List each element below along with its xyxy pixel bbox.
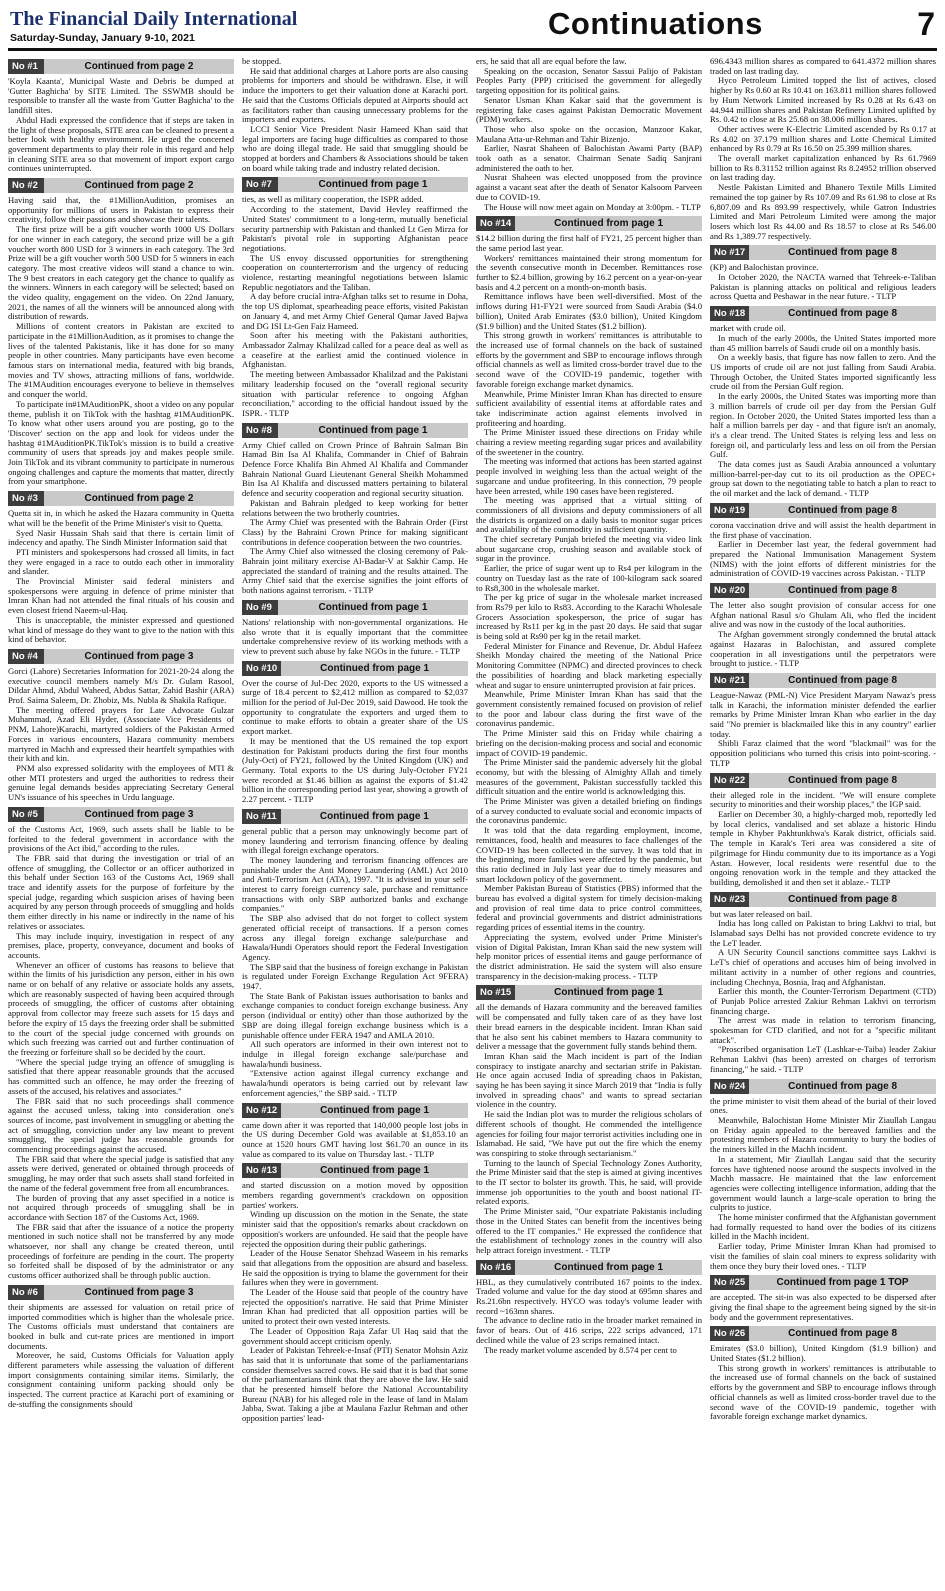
story-paragraph: are accepted. The sit-in was also expected to be dispersed after giving the final shape to the agreement being signed by the sit-in body and the government representatives.	[710, 1292, 936, 1322]
story-header	[242, 661, 468, 676]
story-paragraph: The ready market volume ascended by 8.574 per cent to	[484, 1344, 677, 1355]
story-paragraph: Quetta sit in, in which he asked the Hazara community in Quetta what will be the benefit of the Prime Minister's visit to Quetta.	[8, 508, 234, 528]
story-paragraph: The letter also sought provision of consular access for one Afghan national Rasul s/o Ghulam Ali, who fled the incident alive and was now in the custody of the local authorities.	[710, 600, 936, 630]
story-paragraph: Nusrat Shaheen was elected unopposed from the province against a vacant seat after the death of Senator Kalsoom Parveen due to COVID-19.	[476, 172, 702, 202]
story-paragraph: It was told that the data regarding employment, income, remittances, food, health and measures to face challenges of the COVID-19 has been collected in the survey. It was told that in the beginning, more families were affected by the pandemic, but this ratio declined in July last year due to timely measures and smart lockdown policy of the government.	[476, 825, 702, 884]
continued-from-label: Continued from page 8	[788, 774, 898, 786]
story-paragraph: market with crude oil.	[710, 323, 786, 334]
story-header	[8, 491, 234, 506]
continuation-story	[710, 57, 936, 241]
story-paragraph: Emirates ($3.0 billion), United Kingdom ($1.9 billion) and United States ($1.2 billion).	[710, 1343, 936, 1364]
story-paragraph: Appreciating the system, evolved under Prime Minister's vision of Digital Pakistan, Imran Khan said the new system will help monitor prices of essential items and gauge performance of the district administration. He said the system will also ensure transparency in the decision-making process. - TLTP	[476, 931, 702, 981]
story-paragraph: Leader of the House Senator Shehzad Waseem in his remarks said that allegations from the opposition are absurd and baseless. He said the opposition is trying to blame the government for their failures when they were in government.	[242, 1248, 468, 1288]
continued-from-label: Continued from page 1	[554, 218, 664, 230]
story-paragraph: Nations' relationship with non-governmental organizations. He also wrote that it is equally important that the committee undertake comprehensive review of its working methods with a view to prevent such abuse by fake NGOs in the future. - TLTP	[242, 616, 468, 656]
story-header	[8, 649, 234, 664]
continued-from-label: Continued from page 2	[84, 493, 194, 505]
story-header	[710, 1275, 936, 1290]
story-paragraph: This may include inquiry, investigation in respect of any premises, place, property, conveyance, document and books of accounts.	[8, 930, 234, 960]
story-paragraph: A UN Security Council sanctions committee says Lakhvi is LeT's chief of operations and accuses him of being involved in militant activity in a number of other regions and countries, including Chechnya, Bosnia, Iraq and Afghanistan.	[710, 947, 936, 987]
story-paragraph: Senator Usman Khan Kakar said that the government is registering fake cases against Pakistan Democratic Movement (PDM) workers.	[476, 94, 702, 125]
continued-from-label: Continued from page 8	[788, 504, 898, 516]
story-number-tag: No #9	[242, 600, 278, 615]
continuation-story	[8, 491, 234, 645]
story-paragraph: The arrest was made in relation to terrorism financing, spokesman for CTD clarified, and not for a "specific militant attack".	[710, 1015, 936, 1045]
continued-from-label: Continued from page 8	[788, 308, 898, 320]
story-paragraph: The chief secretary Punjab briefed the meeting via video link about sugarcane crop, crushing season and available stock of sugar in the province.	[476, 534, 702, 564]
story-paragraph: It may be mentioned that the US remained the top export destination for Pakistani products during the first four months (July-Oct) of FY21, followed by the United Kingdom (UK) and Germany. Total exports to the US during July-October FY21 were recorded at $1.46 billion as against the exports of $1.42 billion in the corresponding period last year, showing a growth of 2.27 percent. - TLTP	[242, 735, 468, 805]
story-paragraph: LCCI Senior Vice President Nasir Hameed Khan said that legal importers are facing huge difficulties as compared to those who are doing illegal trade. He said that smuggling should be stopped at borders and Chambers & Associations should be taken on board while taking trade and industry related decision.	[242, 123, 468, 173]
newspaper-name: The Financial Daily International	[10, 8, 298, 30]
story-paragraph: "Proscribed organisation LeT (Lashkar-e-Taiba) leader Zakiur Rehman Lakhvi (has been) arrested on charges of terrorism financing," he said. - TLTP	[710, 1044, 936, 1074]
story-paragraph: Leader of Pakistan Tehreek-e-Insaf (PTI) Senator Mohsin Aziz has said that it is unfortunate that some of the parliamentarians consider themselves sacred cows. He said that it is bad that some of the parliamentarians think that they are above the law. He said that he presented himself before the National Accountability Bureau (NAB) for his alleged role in the lease of land in Malam Jabba, Swat. Taking a jibe at Maulana Fazlur Rehman and other opposition parties' lead-	[242, 1345, 468, 1424]
article-columns	[8, 51, 937, 1577]
continued-from-label: Continued from page 8	[788, 1080, 898, 1092]
story-header	[710, 306, 936, 321]
story-number-tag: No #13	[242, 1163, 281, 1178]
story-paragraph: This strong growth in workers' remittances is attributable to the increased use of formal channels on the back of sustained efforts by the government and SBP to encourage inflows through official channels as well as limited cross-border travel due to the second wave of the COVID-19 pandemic, together with favorable foreign exchange market dynamics.	[710, 1362, 936, 1422]
story-paragraph: League-Nawaz (PML-N) Vice President Maryam Nawaz's press talk in Karachi, the information minister defended the earlier remarks by Prime Minister Imran Khan who earlier in the day said "No premier is blackmailed like this in any country" earlier today.	[710, 689, 936, 739]
story-paragraph: $14.2 billion during the first half of FY21, 25 percent higher than the same period last year.	[476, 233, 702, 253]
story-paragraph: Meanwhile, Prime Minister Imran Khan has directed to ensure sufficient availability of essential items at affordable rates and take indiscriminate action against elements involved in profiteering and hoarding.	[476, 388, 702, 428]
story-paragraph: Remittance inflows have been well-diversified. Most of the inflows during H1-FY21 were sourced from Saudi Arabia ($4.0 billion), United Arab Emirates ($3.0 billion), United Kingdom ($1.9 billion) and the United States ($1.2 billion).	[476, 291, 702, 331]
story-paragraph: Earlier, the price of sugar went up to Rs4 per kilogram in the country on Tuesday last as the rate of 100-kilogram sack soared to Rs8,300 in the wholesale market.	[476, 563, 702, 593]
story-header	[242, 1163, 468, 1178]
story-paragraph: The Prime Minister was given a detailed briefing on findings of a survey conducted to evaluate social and economic impacts of the coronavirus pandemic.	[476, 796, 702, 826]
continuation-story	[8, 59, 234, 174]
continuation-story	[710, 245, 936, 302]
story-header	[242, 1103, 468, 1118]
continuation-story	[8, 178, 234, 487]
continued-from-label: Continued from page 2	[84, 61, 194, 72]
story-number-tag: No #8	[242, 423, 278, 438]
story-paragraph: Meanwhile, Prime Minister Imran Khan has said that the government consistently remained focused on provision of relief to the poor and labour class during the first wave of the coronavirus pandemic.	[476, 689, 702, 729]
story-paragraph: Those who also spoke on the occasion, Manzoor Kakar, Maulana Atta-ur-Rehman and Tahir Bizenjo.	[476, 123, 702, 144]
story-number-tag: No #1	[8, 59, 44, 74]
story-number-tag: No #16	[476, 1260, 515, 1275]
story-header	[710, 673, 936, 688]
issue-date: Saturday-Sunday, January 9-10, 2021	[10, 32, 195, 44]
continuation-story	[476, 216, 702, 981]
continuation-story	[242, 809, 468, 1099]
story-number-tag: No #23	[710, 892, 749, 907]
continuation-story	[242, 177, 468, 418]
story-header	[8, 807, 234, 822]
continued-from-label: Continued from page 1	[554, 987, 664, 999]
story-number-tag: No #12	[242, 1103, 281, 1118]
story-paragraph: The meeting was apprised that a virtual sitting of commissioners of all divisions and deputy commissioners of all the districts is organized on a daily basis to monitor sugar prices and availability of the commodity in sufficient quantity.	[476, 495, 702, 535]
story-paragraph: The Leader of Opposition Raja Zafar Ul Haq said that the government should accept criticism openly.	[242, 1325, 468, 1346]
continuation-story	[8, 649, 234, 803]
continued-from-label: Continued from page 3	[84, 1286, 194, 1298]
story-paragraph: Whenever an officer of customs has reasons to believe that within the limits of his jurisdiction any person, either in his own name or on behalf of any relative or associate holds any assets, which are reasonably suspected of having been acquired through proceeds of smuggling, the officer of customs after obtaining approval from collector may freeze such assets for 15 days and before the expiry of 15 days the freezing order shall be submitted to the court of the special judge concerned with grounds on which such freezing was carried out and further continuation of the freezing or forfeiture shall so be decided by the court.	[8, 959, 234, 1057]
story-paragraph: Other actives were K-Electric Limited ascended by Rs 0.17 at Rs 4.02 on 37.179 million shares and Lotte Chemical Limited enhanced by Rs 0.79 at Rs 16.50 on 25.399 million shares.	[710, 123, 936, 154]
story-paragraph: 'Koyla Kaanta', Municipal Waste and Debris be dumped at 'Gutter Baghicha' by SITE Limited. The SSWMB should be responsible to transfer all the waste from 'Gutter Baghicha' to the landfill sites.	[8, 76, 234, 116]
story-paragraph: The Prime Minister said, "Our expatriate Pakistanis including those in the United States can benefit from the incentives being offered to the IT companies." He expressed the confidence that the establishment of technology zones in the country will also help attract foreign investment. - TLTP	[476, 1206, 702, 1255]
story-paragraph: The Army Chief also witnessed the closing ceremony of Pak-Bahrain joint military exercise Al-Badar-V at Sakhir Camp. He appreciated the standard of training and the results attained. The Army Chief said that the exercise signifies the joint efforts of both nations against terrorism. - TLTP	[242, 546, 468, 596]
story-paragraph: Syed Nasir Hussain Shah said that there is certain limit of indecency and apathy. The Sindh Minister Information said that	[8, 527, 234, 548]
story-paragraph: Nestle Pakistan Limited and Bhanero Textile Mills Limited remained the top gainer by Rs 107.09 and Rs 61.98 to close at Rs 6,807.09 and Rs 893.99 respectively, while Gatron Industries Limited and Mari Petroleum Limited were among the major losers which lost Rs 44.00 and Rs 18.57 to close at Rs 546.00 and Rs 1,389.77 respectively.	[710, 182, 936, 241]
story-paragraph: The House will now meet again on Monday at 3:00pm. - TLTP	[484, 201, 701, 212]
section-title: Continuations	[548, 6, 763, 41]
story-header	[710, 892, 936, 907]
story-header	[710, 1079, 936, 1094]
continued-from-label: Continued from page 1	[320, 1104, 430, 1116]
story-paragraph: The Provincial Minister said federal ministers and spokespersons were arguing in defence of prime minister that Imran Khan had not attended the final rituals of his cousin and even closest friend Naeem-ul-Haq.	[8, 576, 234, 616]
continuation-story	[8, 1285, 234, 1410]
continuation-story	[242, 600, 468, 657]
continuation-story	[710, 1326, 936, 1422]
story-paragraph: their shipments are assessed for valuation on retail price of imported commodities which is higher than the wholesale price. The Customs officials must understand that containers are booked in bulk and cut-rate prices are mentioned in import documents.	[8, 1301, 234, 1351]
continued-from-label: Continued from page 1	[318, 179, 428, 191]
story-paragraph: all the demands of Hazara community and the bereaved families will be compensated and fully taken care of as they have lost their bread earners in the despicable incident. Imran Khan said that he also sent his cabinet members to Hazara community to deliver a message that the government fully stands behind them.	[476, 1002, 702, 1052]
story-paragraph: The Prime Minister issued these directions on Friday while chairing a review meeting regarding sugar prices and availability of the sweetener in the country.	[476, 427, 702, 457]
column-2	[242, 57, 468, 1577]
story-header	[242, 809, 468, 824]
continued-from-label: Continued from page 8	[788, 247, 898, 259]
story-number-tag: No #11	[242, 809, 281, 824]
continued-from-label: Continued from page 2	[84, 180, 194, 192]
story-number-tag: No #15	[476, 985, 515, 1000]
story-paragraph: This is unacceptable, the minister expressed and questioned what kind of message do they want to give to the nation with this kind of behavior.	[8, 614, 234, 645]
story-paragraph: Earlier in December last year, the federal government had prepared the National Immunisation Management System (NIMS) with the joint efforts of different ministries for the administration of COVID-19 vaccines across Pakistan. - TLTP	[710, 539, 936, 579]
story-paragraph: The data comes just as Saudi Arabia announced a voluntary million-barrel-per-day cut to its oil production as the OPEC+ group sat down to the negotiating table to hatch a plan to react to the oil market and the lack of demand. - TLTP	[710, 459, 936, 499]
story-number-tag: No #17	[710, 245, 749, 260]
story-paragraph: Imran Khan said the Mach incident is part of the Indian conspiracy to instigate anarchy and sectarian strife in Pakistan. He once again accused India of spreading chaos in Pakistan, saying he has been saying it since March 2019 that "India is fully involved in spreading chaos" and wants to spread sectarian violence in the country.	[476, 1050, 702, 1110]
story-paragraph: Gorci (Lahore) Secretaries Information for 2021-20-24 along the executive council members namely M/s Dr. Gulam Rasool, Dildar Ahmd, Abdul Waheed, Abdus Sattar, Zahid Bashir (ARA) Prof. Saima Saleem, Dr. Zhobiz, Ms. Nubla & Shakila Rafique.	[8, 665, 234, 706]
continuation-story	[8, 807, 234, 1281]
story-paragraph: In the early 2000s, the United States was importing more than 3 million barrels of crude oil per day from the Persian Gulf region. In October 2020, the United States imported less than a half a million barrels per day - and that figure isn't an anomaly, it's a clear trend. The United States is relying less and less on foreign oil, and particularly less and less on oil from the Persian Gulf.	[710, 391, 936, 460]
story-paragraph: The overall market capitalization enhanced by Rs 61.7969 billion to Rs 8.31152 trillion against Rs 8.24952 trillion observed on last trading day.	[710, 153, 936, 183]
story-paragraph: ties, as well as military cooperation, the ISPR added.	[242, 194, 424, 205]
story-paragraph: He said the Indian plot was to murder the religious scholars of different schools of thought. He commended the intelligence agencies for foiling four major terrorist activities including one in Islamabad. He said, "We have put out the fire which the enemy was conspiring to stoke through sectarianism."	[476, 1109, 702, 1158]
story-number-tag: No #20	[710, 583, 749, 598]
story-number-tag: No #3	[8, 491, 44, 506]
story-header	[710, 1326, 936, 1341]
story-header	[8, 59, 234, 74]
story-paragraph: general public that a person may unknowingly become part of money laundering and terrorism financing offence by dealing with illegal foreign exchange operators.	[242, 825, 468, 856]
continuation-story	[242, 1103, 468, 1160]
story-header	[476, 985, 702, 1000]
story-paragraph: Workers' remittances maintained their strong momentum for the seventh consecutive month in December. Remittances rose further to $2.4 billion, growing by 16.2 percent on a year-on-year basis and 4.2 percent on a month-on-month basis.	[476, 252, 702, 292]
story-number-tag: No #10	[242, 661, 281, 676]
story-paragraph: The Army Chief was presented with the Bahrain Order (First Class) by the Bahraini Crown Prince for making significant contributions in defence cooperation between the two countries.	[242, 517, 468, 547]
story-paragraph: Shibli Faraz claimed that the word "blackmail" was for the opposition politicians who turned this crisis into point-scoring. - TLTP	[710, 738, 936, 768]
story-number-tag: No #14	[476, 216, 515, 231]
story-paragraph: The burden of proving that any asset specified in a notice is not acquired through proceeds of smuggling shall be in accordance with Section 187 of the Customs Act, 1969.	[8, 1192, 234, 1222]
story-paragraph: Pakistan and Bahrain pledged to keep working for better relations between the two brotherly countries.	[242, 497, 468, 518]
continuation-story	[476, 985, 702, 1255]
continuation-story	[710, 673, 936, 769]
story-header	[8, 1285, 234, 1300]
story-paragraph: Army Chief called on Crown Prince of Bahrain Salman Bin Hamad Bin Isa Al Khalifa, Commander in Chief of Bahrain Defence Force Khalifa Bin Ahmed Al Khalifa and Commander Bahrain National Guard Lieutenant General Sheikh Mohammed Bin Isa Al Khalifa and discussed matters pertaining to bilateral defence and security cooperation and regional security situation.	[242, 439, 468, 499]
continued-from-label: Continued from page 8	[788, 1328, 898, 1340]
continuation-story	[710, 892, 936, 1075]
masthead-left	[10, 8, 297, 44]
continuation-story	[242, 1163, 468, 1424]
story-header	[710, 583, 936, 598]
story-paragraph: ers, he said that all are equal before the law.	[476, 57, 627, 66]
continued-from-label: Continued from page 3	[84, 650, 194, 662]
story-paragraph: The Afghan government strongly condemned the brutal attack against Hazaras in Balochistan, and assured complete cooperation in all investigations until the perpetrators were brought to justice. - TLTP	[710, 629, 936, 669]
column-4	[710, 57, 936, 1577]
story-number-tag: No #22	[710, 773, 749, 788]
continuation-story	[710, 306, 936, 499]
continued-from-label: Continued from page 1	[320, 1165, 430, 1177]
story-paragraph: "Where the special judge trying an offence of smuggling is satisfied that there appear reasonable grounds that the accused has committed such an offence, he may order the freezing of assets of the accused, his relatives and associates."	[8, 1056, 234, 1096]
story-number-tag: No #4	[8, 649, 44, 664]
story-paragraph: PTI ministers and spokespersons had crossed all limits, in fact they were engaged in a race to outdo each other in immorality and slander.	[8, 546, 234, 577]
continuation-story	[710, 773, 936, 888]
story-number-tag: No #21	[710, 673, 749, 688]
story-header	[710, 503, 936, 518]
continuation-story	[710, 1275, 936, 1322]
story-number-tag: No #25	[710, 1275, 749, 1290]
story-paragraph: The State Bank of Pakistan issues authorisation to banks and exchange companies to conduct foreign exchange business. Any person (individual or entity) other than those authorized by the SBP are doing illegal foreign exchange business which is a punishable offence under FERA 1947 and AMLA 2010.	[242, 990, 468, 1040]
story-number-tag: No #6	[8, 1285, 44, 1300]
continued-from-label: Continued from page 1	[319, 810, 429, 822]
continuation-story	[710, 1079, 936, 1272]
story-paragraph: Earlier today, Prime Minister Imran Khan had promised to visit the families of slain coal miners to express solidarity with them once they bury their loved ones. - TLTP	[710, 1241, 936, 1271]
story-paragraph: The home minister confirmed that the Afghanistan government had formally requested to hand over the bodies of its citizens killed in the Machh incident.	[710, 1212, 936, 1242]
story-paragraph: Over the course of Jul-Dec 2020, exports to the US witnessed a surge of 18.4 percent to $2,412 million as compared to $2,037 million for the period of Jul-Dec 2019, said Dawood. He took the opportunity to congratulate the exporters and urged them to continue to make efforts to obtain a greater share of the US export market.	[242, 677, 468, 737]
page-number: 7	[917, 6, 935, 42]
story-paragraph: This strong growth in workers' remittances is attributable to the increased use of formal channels on the back of sustained efforts by the government and SBP to encourage inflows through official channels as well as limited cross-border travel due to the second wave of the COVID-19 pandemic, together with favorable foreign exchange market dynamics.	[476, 330, 702, 389]
story-number-tag: No #19	[710, 503, 749, 518]
continuation-story	[476, 57, 702, 212]
continuation-story	[242, 661, 468, 805]
story-paragraph: Earlier on December 30, a highly-charged mob, reportedly led by local clerics, vandalised and set ablaze a historic Hindu temple in Khyber Pakhtunkhwa's Karak district, officials said. The temple in Karak's Teri area was considered a site of pilgrimage for Hindu community due to its importance as a Yogi Astan. However, local residents were resentful due to the ongoing renovation work in the temple and they attacked the building, demolished it and then set it ablaze.- TLTP	[710, 809, 936, 887]
story-paragraph: The FBR said that after the issuance of a notice the property mentioned in such notice shall not be transferred by any mode whatsoever, nor shall any change be created thereon, until proceedings of forfeiture are pending in the court. The property so forfeited shall be disposed of by the administrator or any customs officer authorized shall be through public auction.	[8, 1221, 234, 1281]
story-paragraph: Speaking on the occasion, Senator Sassui Palijo of Pakistan Peoples Party (PPP) criticised the government for allegedly targeting opposition for its political gains.	[476, 65, 702, 96]
continued-from-label: Continued from page 1	[318, 601, 428, 613]
story-paragraph: the prime minister to visit them ahead of the burial of their loved ones.	[710, 1095, 936, 1116]
story-paragraph: The Prime Minister said the pandemic adversely hit the global economy, but with the blessing of Almighty Allah and timely measures of the government, Pakistan successfully tackled this difficult situation and the entire world is acknowledging this.	[476, 757, 702, 797]
continuation-story	[710, 503, 936, 579]
story-paragraph: The Leader of the House said that people of the country have rejected the opposition's narrative. He said that Prime Minister Imran Khan had predicted that all opposition parties will be united to protect their own vested interests.	[242, 1287, 468, 1327]
story-number-tag: No #7	[242, 177, 278, 192]
story-paragraph: India has long called on Pakistan to bring Lakhvi to trial, but Islamabad says Delhi has not provided concrete evidence to try the LeT leader.	[710, 918, 936, 948]
story-paragraph: The meeting offered prayers for Late Advocate Gulzar Muhammad, Azad Eli Hyder, (Associate Vice Presidents of PNM, Lahore)Karachi, martyred soldiers of the Pakistan Armed Forces in various encounters, Hazara community members martyred in Machh and expressed their heartfelt sympathies with their kith and kin.	[8, 704, 234, 764]
story-paragraph: Federal Minister for Finance and Revenue, Dr. Abdul Hafeez Sheikh Monday chaired the meeting of the National Price Monitoring Committee (NPMC) and directed provinces to check the possibilities of hoarding and black marketing especially wheat and sugar to ensure uninterrupted provision at fair prices.	[476, 640, 702, 690]
story-paragraph: The meeting between Ambassador Khalilzad and the Pakistani military leadership focused on the "overall regional security situation with particular reference to ongoing Afghan reconciliation," according to the official handout issued by the ISPR. - TLTP	[242, 369, 468, 418]
continued-from-label: Continued from page 8	[788, 893, 898, 905]
story-paragraph: their alleged role in the incident. "We will ensure complete security to minorities and their worship places," the IGP said.	[710, 789, 936, 810]
story-paragraph: of the Customs Act, 1969, such assets shall be liable to be forfeited to the federal government in accordance with the provisions of the Act ibid," according to the rules.	[8, 823, 234, 854]
continued-from-label: Continued from page 8	[788, 674, 898, 686]
story-header	[710, 245, 936, 260]
story-header	[476, 1260, 702, 1275]
continuation-story	[710, 583, 936, 669]
story-paragraph: The money laundering and terrorism financing offences are punishable under the Anti Money Laundering (AML) Act 2010 and Anti-Terrorism Act (ATA), 1997. "It is advised in your self-interest to carry foreign currency sale, purchase and remittance transactions with only SBP authorized banks and exchange companies."	[242, 854, 468, 914]
story-number-tag: No #18	[710, 306, 749, 321]
story-paragraph: Hyco Petroleum Limited topped the list of actives, closed higher by Rs 0.60 at Rs 10.41 on 163.811 million shares followed by Hum Network Limited increased by Rs 0.28 at Rs 6.43 on 44.944 million shares and Pakistan Refinery Limited uplifted by Rs. 0.42 to close at Rs 25.68 on 38.006 million shares.	[710, 75, 936, 125]
story-paragraph: Earlier this month, the Counter-Terrorism Department (CTD) of Punjab Police arrested Zakiur Rehman Lakhvi on terrorism financing charge.	[710, 986, 936, 1016]
story-paragraph: All such operators are informed in their own interest not to indulge in illegal foreign exchange sale/purchase and hawala/hundi business.	[242, 1039, 468, 1069]
story-paragraph: Abdul Hadi expressed the confidence that if steps are taken in the light of these proposals, SITE area can be cleaned to present a better look with healthy environment. He urged the concerned government departments to play their role in this regard and help in cleaning SITE area so that movement of import export cargo continues uninterrupted.	[8, 114, 234, 174]
story-header	[710, 773, 936, 788]
story-paragraph: The Prime Minister said this on Friday while chairing a briefing on the decision-making process and social and economic impact of COVID-19 pandemic.	[476, 728, 702, 758]
continued-from-label: Continued from page 1	[554, 1261, 664, 1273]
story-paragraph: 696.4343 million shares as compared to 641.4372 million shares traded on last trading day.	[710, 57, 936, 76]
continued-from-label: Continued from page 1 TOP	[776, 1277, 909, 1289]
story-paragraph: The advance to decline ratio in the broader market remained in favor of bears. Out of 416 scrips, 222 scrips advanced, 171 declined while the value of 23 scrips remained intact.	[476, 1315, 702, 1345]
story-header	[242, 423, 468, 438]
story-paragraph: PNM also expressed solidarity with the employees of MTI & other MTI protesters and urged the authorities to redress their genuine legal demands besides appreciating Secretary General UN's issuance of his speeches in Urdu language.	[8, 763, 234, 803]
story-paragraph: In a statement, Mir Ziaullah Langau said that the security forces have tightened noose around the suspects involved in the Machh massacre. He maintained that the law enforcement agencies were collecting intelligence information, adding that the government would launch a large-scale operation to bring the culprits to justice.	[710, 1153, 936, 1213]
story-paragraph: "Extensive action against illegal currency exchange and hawala/hundi operators is being carried out by relevant law enforcement agencies," the SBP said. - TLTP	[242, 1068, 468, 1098]
story-paragraph: The per kg price of sugar in the wholesale market increased from Rs79 per kilo to Rs83. According to the Karachi Wholesale Grocers Association spokesperson, the price of sugar has increased by Rs11 per kg in the past 20 days. He said that sugar is being sold at Rs90 per kg in the retail market.	[476, 592, 702, 642]
story-paragraph: be stopped.	[242, 57, 282, 66]
story-number-tag: No #26	[710, 1326, 749, 1341]
story-paragraph: Winding up discussion on the motion in the Senate, the state minister said that the opposition's remarks about crackdown on opposition's workers are unfounded. He said that the people have rejected the opposition during their public gatherings.	[242, 1209, 468, 1249]
story-paragraph: The FBR said that where the special judge is satisfied that any assets were derived, generated or obtained through proceeds of smuggling, he may order that such assets shall stand forfeited in the name of the federal government free from all encumbrances.	[8, 1153, 234, 1193]
story-paragraph: and started discussion on a motion moved by opposition members regarding government's crackdown on opposition parties' workers.	[242, 1180, 468, 1210]
story-paragraph: In much of the early 2000s, the United States imported more than 45 million barrels of Saudi crude oil on a monthly basis.	[710, 332, 936, 353]
story-paragraph: On a weekly basis, that figure has now fallen to zero. And the US imports of crude oil are not just falling from Saudi Arabia. Through October, the United States imported significantly less crude oil from the Persian Gulf region.	[710, 352, 936, 392]
story-paragraph: Soon after his meeting with the Pakistani authorities, Ambassador Zalmay Khalilzad called for a peace deal as well as a ceasefire at the earliest amid the continued violence in Afghanistan.	[242, 330, 468, 370]
story-paragraph: The meeting was informed that actions has been started against people involved in weighing less than the actual weight of the sugarcane and undue profiteering. In this connection, 79 people have been arrested, while 190 cases have been registered.	[476, 456, 702, 496]
story-paragraph: The FBR said that no such proceedings shall commence against the accused unless, taking into consideration one's sources of income, past involvement in smuggling or abetting the act of smuggling, conviction under any law meant to prevent smuggling, the special judge has reasonable grounds for commencing proceedings against the accused.	[8, 1095, 234, 1155]
story-paragraph: The SBP also advised that do not forget to collect system generated official receipt of transactions. If a person comes across any illegal foreign exchange sale/purchase and Hawala/Hundi Operators should report the Federal Investigation Agency.	[242, 913, 468, 962]
story-paragraph: The SBP said that the business of foreign exchange in Pakistan is regulated under Foreign Exchange Regulation Act 9FERA) 1947.	[242, 961, 468, 992]
story-paragraph: The first prize will be a gift voucher worth 1000 US Dollars for one winner in each category, the second prize will be a gift voucher worth 800 USD for 3 winners in each category. The 3rd Prize will be a gift voucher worth 500 USD for 5 winners in each category. The most creative videos will stand a chance to win. The 9 best creators in each category get the chance to qualify as the winners. Winners in each category will be selected; based on the video quality, engagement on the video. On 22nd January, 2021, the names of all the winners will be announced along with distribution of rewards.	[8, 224, 234, 322]
story-paragraph: In October 2020, the NACTA warned that Tehreek-e-Taliban Pakistan is planning attacks on political and religious leaders across Quetta and Peshawar in the near future. - TLTP	[710, 272, 936, 302]
story-paragraph: Having said that, the #1MillionAudition, promises an opportunity for millions of users in Pakistan to express their creativity, follow their passions and showcase their talents.	[8, 195, 234, 225]
masthead	[8, 6, 937, 51]
story-header	[242, 177, 468, 192]
story-number-tag: No #5	[8, 807, 44, 822]
story-paragraph: Earlier, Nasrat Shaheen of Balochistan Awami Party (BAP) took oath as a senator. Chairman Senate Sadiq Sanjrani administered the oath to her.	[476, 143, 702, 173]
story-paragraph: The FBR said that during the investigation or trial of an offence of smuggling, the Collector or an officer authorized in this behalf under Section 163 of the Customs Act, 1969 shall trace and identify assets for the purpose of forfeiture by the special judge, regarding which suspicion arises of having been acquired by any person through proceeds of smuggling and holds them either directly in his name or indirectly in the name of his relatives or associates.	[8, 852, 234, 931]
story-paragraph: came down after it was reported that 140,000 people lost jobs in the US during December Gold was available at $1,853.10 an ounce at 1520 hours GMT having lost $61.70 an ounce in its value as compared to its value on Thursday last. - TLTP	[242, 1119, 468, 1159]
newspaper-page	[8, 6, 937, 1581]
continuation-story	[476, 1260, 702, 1356]
story-paragraph: but was later released on bail.	[710, 908, 813, 919]
column-1	[8, 57, 234, 1577]
story-paragraph: HBL, as they cumulatively contributed 167 points to the index. Traded volume and value for the day stood at 695mn shares and Rs.21.6bn respectively. HYCO was today's volume leader with record ~163mn shares.	[476, 1276, 702, 1316]
story-number-tag: No #24	[710, 1079, 749, 1094]
story-paragraph: Member Pakistan Bureau of Statistics (PBS) informed that the bureau has evolved a digital system for timely decision-making and provision of real time data to price control committees, federal and provincial governments and district administrations regarding prices of essential items in the country.	[476, 883, 702, 933]
story-paragraph: Moreover, he said, Customs Officials for Valuation apply different parameters while assessing the valuation of different import consignments containing similar items. Similarly, the consignment containing uniform packing should only be inspected. The current practice at Karachi port of examining or de-stuffing the consignments should	[8, 1350, 234, 1409]
story-header	[8, 178, 234, 193]
story-paragraph: Turning to the launch of Special Technology Zones Authority, the Prime Minister said that the step is aimed at giving incentives to the IT sector to bolster its growth. This, he said, will provide immense job opportunities to the youth and boost national IT-related exports.	[476, 1157, 702, 1207]
continued-from-label: Continued from page 3	[84, 808, 194, 820]
story-paragraph: According to the statement, David Hevley reaffirmed the United States' commitment to a long-term, mutually beneficial security partnership with Pakistan and thanked Lt Gen Mirza for Pakistan's pivotal role in supporting Afghanistan peace negotiations.	[242, 204, 468, 253]
continued-from-label: Continued from page 1	[320, 662, 430, 674]
story-paragraph: Meanwhile, Balochistan Home Minister Mir Ziaullah Langau on Friday again appealed to the bereaved families and the protesting members of Hazara community to bury the bodies of the miners killed in the Machh incident.	[710, 1114, 936, 1155]
story-header	[242, 600, 468, 615]
continuation-story	[242, 57, 468, 173]
story-paragraph: To participate in#1MAuditionPK, shoot a video on any popular theme, publish it on TikTok with the hashtag #1MAuditionPK. To know what other users around you are posting, go to the 'Discover' section on the app and look for videos under the hashtag #1MAuditionPK.TikTok's mission is to build a creative community of users that spreads joy and makes people smile. Join TikTok and its vibrant community to participate in numerous ongoing challenges and capture the moments that matter, directly from your smartphone.	[8, 398, 234, 487]
story-paragraph: He said that additional charges at Lahore ports are also causing problems for importers and should be withdrawn. Else, it will induce the importers to get their valuation done at Karachi port. He said that the Customs Officials deputed at Airports should act as facilitators rather than causing unnecessary problems for the importers and exporters.	[242, 65, 468, 125]
story-paragraph: (KP) and Balochistan province.	[710, 262, 819, 273]
continued-from-label: Continued from page 1	[318, 424, 428, 436]
story-number-tag: No #2	[8, 178, 44, 193]
column-3	[476, 57, 702, 1577]
continued-from-label: Continued from page 8	[788, 585, 898, 597]
story-paragraph: Millions of content creators in Pakistan are excited to participate in the #1MillionAudition, as it promises to change the lives of the talented Pakistanis, like it has done for so many people in other countries. Many participants have even become famous stars on international media, featured with big brands, movies and TV shows, attracting millions of fans, worldwide. The #1MAudition encourages everyone to believe in themselves and conquer the world.	[8, 321, 234, 400]
continuation-story	[242, 423, 468, 596]
story-paragraph: The US envoy discussed opportunities for strengthening cooperation on counterterrorism and the urgency of reducing violence, restarting meaningful negotiations between Islamic Republic negotiators and the Taliban.	[242, 252, 468, 292]
story-paragraph: corona vaccination drive and will assist the health department in the first phase of vaccination.	[710, 519, 936, 540]
story-header	[476, 216, 702, 231]
story-paragraph: A day before crucial intra-Afghan talks set to resume in Doha, the top US diplomat, spearheading peace efforts, visited Pakistan on January 4, and met Army Chief General Qamar Javed Bajwa and DG ISI Lt-Gen Faiz Hameed.	[242, 291, 468, 331]
